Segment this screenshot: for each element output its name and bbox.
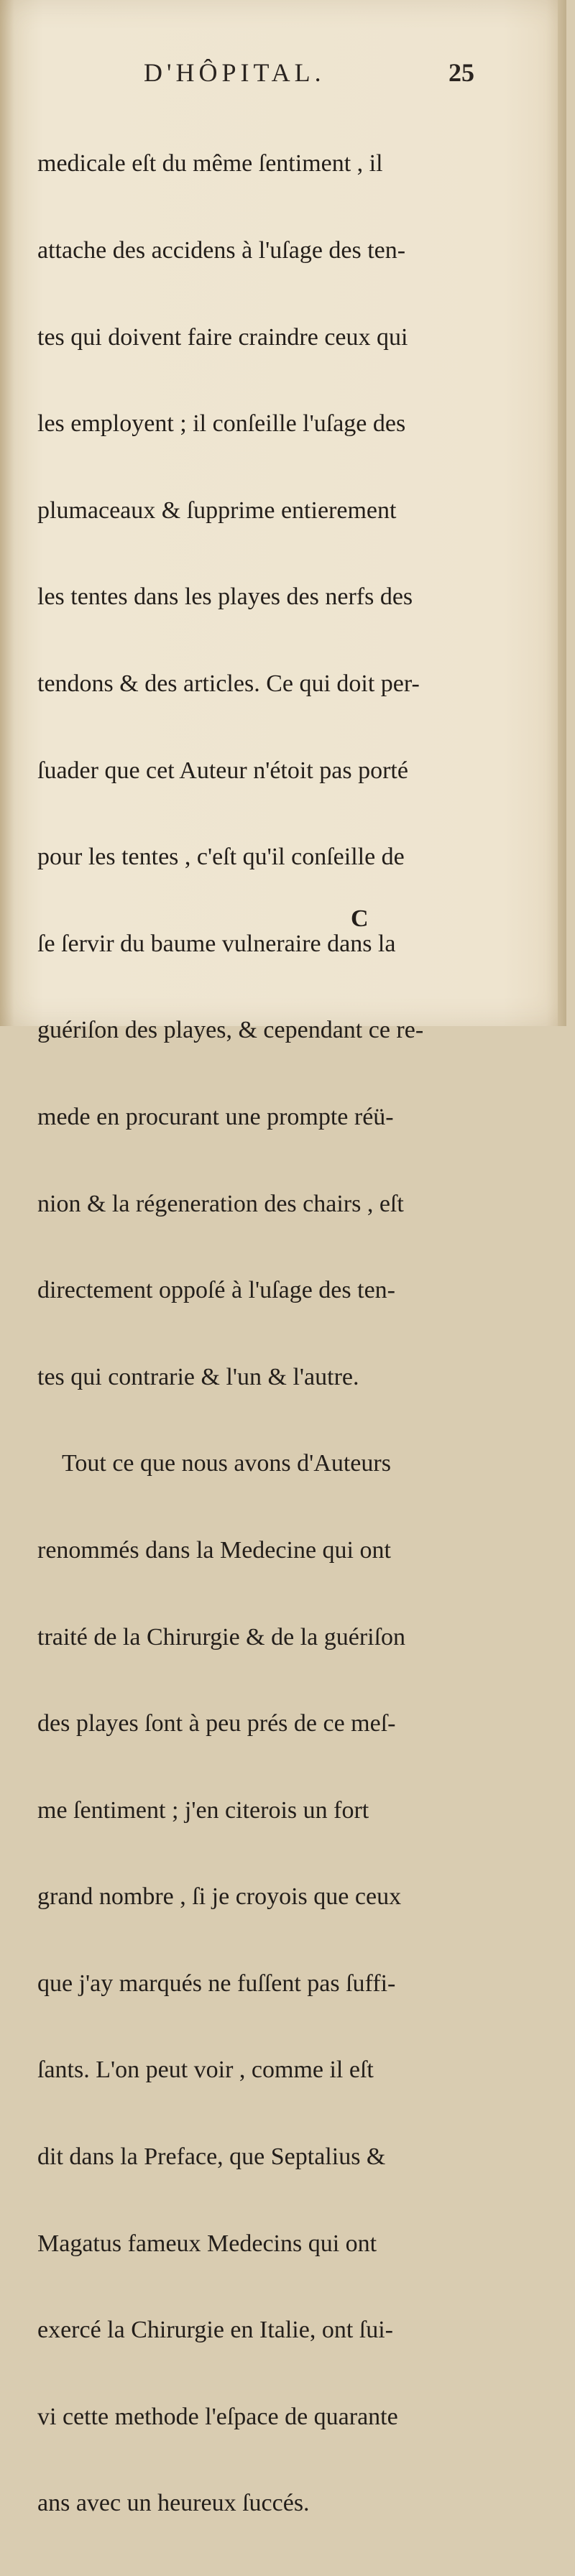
text-line: tendons & des articles. Ce qui doit per-: [37, 670, 420, 697]
text-line: guériſon des playes, & cependant ce re-: [37, 1017, 424, 1044]
text-line: tes qui doivent faire craindre ceux qui: [37, 323, 408, 351]
text-line: attache des accidens à l'uſage des ten-: [37, 237, 406, 264]
text-line: Tout ce que nous avons d'Auteurs: [62, 1450, 391, 1477]
text-line: exercé la Chirurgie en Italie, ont ſui-: [37, 2317, 394, 2344]
text-line: grand nombre , ſi je croyois que ceux: [37, 1883, 402, 1911]
text-line: des playes ſont à peu prés de ce meſ-: [37, 1710, 396, 1737]
text-line: ſe ſervir du baume vulneraire dans la: [37, 930, 396, 957]
text-line: Magatus fameux Medecins qui ont: [37, 2230, 377, 2257]
text-line: dit dans la Preface, que Septalius &: [37, 2143, 386, 2171]
text-line: les employent ; il conſeille l'uſage des: [37, 410, 406, 438]
body-text: [37, 92, 469, 2576]
text-line: nion & la régeneration des chairs , eſt: [37, 1190, 404, 1217]
running-head: D'HÔPITAL.: [144, 58, 326, 87]
text-line: ſants. L'on peut voir , comme il eſt: [37, 2056, 374, 2084]
text-line: ſuader que cet Auteur n'étoit pas porté: [37, 757, 408, 784]
text-line: tes qui contrarie & l'un & l'autre.: [37, 1363, 359, 1390]
text-line: vi cette methode l'eſpace de quarante: [37, 2403, 398, 2430]
text-line: que j'ay marqués ne fuſſent pas ſuffi-: [37, 1970, 396, 1997]
text-line: ans avec un heureux ſuccés.: [37, 2490, 310, 2517]
text-line: me ſentiment ; j'en citerois un fort: [37, 1796, 369, 1824]
text-line: medicale eſt du même ſentiment , il: [37, 150, 383, 177]
text-line: plumaceaux & ſupprime entierement: [37, 497, 397, 524]
page-edge: [558, 0, 566, 1026]
text-line: les tentes dans les playes des nerfs des: [37, 583, 413, 611]
text-line: pour les tentes , c'eſt qu'il conſeille de: [37, 844, 405, 871]
text-line: mede en procurant une prompte réü-: [37, 1103, 394, 1130]
text-line: renommés dans la Medecine qui ont: [37, 1536, 391, 1564]
catchword: C: [351, 905, 369, 932]
text-line: directement oppoſé à l'uſage des ten-: [37, 1277, 395, 1304]
text-line: traité de la Chirurgie & de la guériſon: [37, 1623, 406, 1651]
page-number: 25: [448, 58, 474, 87]
page-header: [144, 57, 474, 93]
